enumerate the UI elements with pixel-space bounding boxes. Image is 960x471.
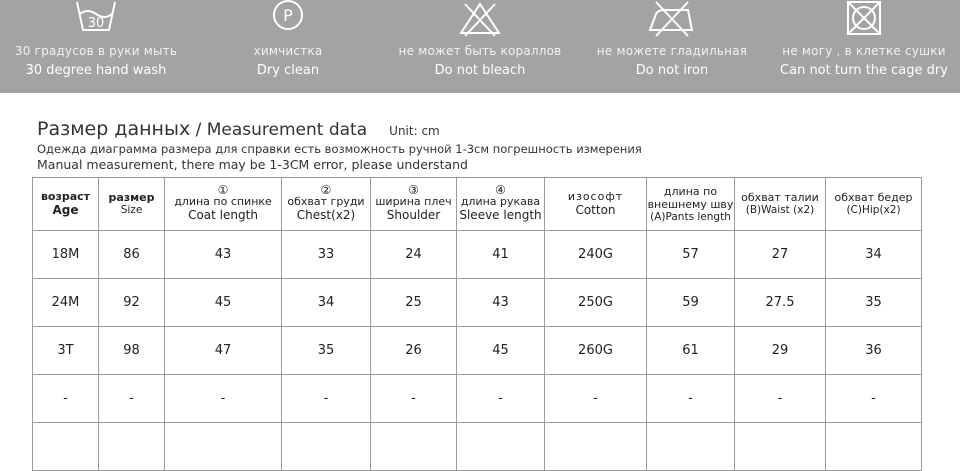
size-table <box>32 177 922 471</box>
table-header-row <box>33 178 922 231</box>
table-row <box>33 375 922 423</box>
header-hip: обхват бедер (C)Hip(x2) <box>826 178 922 231</box>
cell-shoulder: 26 <box>371 327 457 375</box>
cell-size: - <box>99 375 165 423</box>
cell-pants-length: 57 <box>647 231 735 279</box>
care-item-hand-wash <box>0 0 192 93</box>
header-cotton: изософт Cotton <box>545 178 647 231</box>
table-row <box>33 231 922 279</box>
cell-chest: 34 <box>282 279 371 327</box>
cell-sleeve-length: - <box>457 375 545 423</box>
header-pants-length: длина по внешнему шву (A)Pants length <box>647 178 735 231</box>
note-ru: Одежда диаграмма размера для справки есть возможность ручной 1-3см погрешность измерения <box>37 142 642 156</box>
care-label-ru: 30 градусов в руки мыть <box>14 44 178 58</box>
cell-hip: 36 <box>826 327 922 375</box>
cell-hip: 35 <box>826 279 922 327</box>
cell-chest: 35 <box>282 327 371 375</box>
cell-shoulder: 24 <box>371 231 457 279</box>
care-label-ru: химчистка <box>253 44 323 58</box>
cell-age: 3T <box>33 327 99 375</box>
measurement-heading <box>37 118 440 140</box>
cell-coat-length: 43 <box>165 231 282 279</box>
cell-age: 18M <box>33 231 99 279</box>
header-chest: ② обхват груди Chest(x2) <box>282 178 371 231</box>
cell-pants-length: 61 <box>647 327 735 375</box>
no-iron-icon <box>642 0 702 40</box>
cell-pants-length: - <box>647 375 735 423</box>
hand-wash-30-icon <box>61 0 131 40</box>
cell-shoulder: 25 <box>371 279 457 327</box>
header-coat-length: ① длина по спинке Coat length <box>165 178 282 231</box>
unit-label: Unit: cm <box>389 124 440 138</box>
header-size: размер Size <box>99 178 165 231</box>
care-label-en: Dry clean <box>256 63 320 78</box>
no-bleach-icon <box>455 0 505 40</box>
note-en: Manual measurement, there may be 1-3CM error, please understand <box>37 157 468 172</box>
header-waist: обхват талии (B)Waist (x2) <box>735 178 826 231</box>
care-label-ru: не может быть кораллов <box>398 44 562 58</box>
care-label-en: Do not iron <box>635 63 709 78</box>
svg-text:30: 30 <box>87 16 105 31</box>
care-item-no-tumble-dry <box>768 0 960 93</box>
cell-waist: 27.5 <box>735 279 826 327</box>
cell-waist: 29 <box>735 327 826 375</box>
care-label-en: 30 degree hand wash <box>25 63 167 78</box>
cell-size: 98 <box>99 327 165 375</box>
care-label-en: Can not turn the cage dry <box>780 63 948 78</box>
cell-hip: - <box>826 375 922 423</box>
title-en: / Measurement data <box>190 120 368 140</box>
cell-coat-length: 45 <box>165 279 282 327</box>
table-row <box>33 279 922 327</box>
care-label-en: Do not bleach <box>434 63 526 78</box>
cell-coat-length: 47 <box>165 327 282 375</box>
no-tumble-dry-icon <box>839 0 889 40</box>
header-shoulder: ③ ширина плеч Shoulder <box>371 178 457 231</box>
svg-text:P: P <box>283 6 293 25</box>
cell-waist: 27 <box>735 231 826 279</box>
cell-age: - <box>33 375 99 423</box>
cell-sleeve-length: 43 <box>457 279 545 327</box>
cell-shoulder: - <box>371 375 457 423</box>
table-row <box>33 327 922 375</box>
header-age: возраст Age <box>33 178 99 231</box>
cell-sleeve-length: 41 <box>457 231 545 279</box>
care-label-ru: не могу , в клетке сушки <box>782 44 946 58</box>
cell-cotton: 250G <box>545 279 647 327</box>
header-sleeve-length: ④ длина рукава Sleeve length <box>457 178 545 231</box>
care-instructions-banner <box>0 0 960 93</box>
dry-clean-icon <box>263 0 313 40</box>
cell-cotton: 240G <box>545 231 647 279</box>
care-item-no-bleach <box>384 0 576 93</box>
cell-pants-length: 59 <box>647 279 735 327</box>
cell-size: 92 <box>99 279 165 327</box>
cell-size: 86 <box>99 231 165 279</box>
cell-waist: - <box>735 375 826 423</box>
cell-hip: 34 <box>826 231 922 279</box>
cell-cotton: 260G <box>545 327 647 375</box>
cell-coat-length: - <box>165 375 282 423</box>
care-item-dry-clean <box>192 0 384 93</box>
cell-cotton: - <box>545 375 647 423</box>
cell-chest: 33 <box>282 231 371 279</box>
care-item-no-iron <box>576 0 768 93</box>
cell-age: 24M <box>33 279 99 327</box>
cell-sleeve-length: 45 <box>457 327 545 375</box>
cell-chest: - <box>282 375 371 423</box>
care-label-ru: не можете гладильная <box>596 44 748 58</box>
title-ru: Размер данных <box>37 118 191 140</box>
